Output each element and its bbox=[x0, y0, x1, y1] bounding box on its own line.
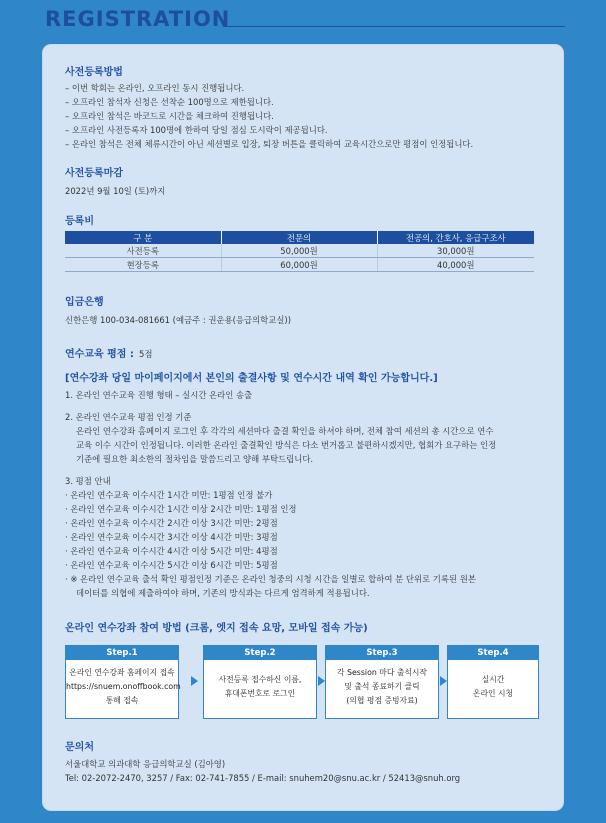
fee-header-specialist: 전문의 bbox=[221, 231, 377, 244]
pre-reg-line: – 오프라인 사전등록자 100명에 한하여 당일 점심 도시락이 제공됩니다. bbox=[65, 125, 328, 135]
step-line: 온라인 시청 bbox=[472, 689, 514, 698]
fee-cell: 사전등록 bbox=[65, 244, 221, 258]
step-line: 실시간 bbox=[481, 675, 505, 684]
fee-table-header bbox=[65, 231, 534, 244]
bank-text: 신한은행 100-034-081661 (예금주 : 권운용(응급의학교실)) bbox=[65, 315, 291, 325]
step-line: 사전등록 접수하신 이름, bbox=[218, 675, 302, 684]
pre-reg-line: – 이번 학회는 온라인, 오프라인 동시 진행됩니다. bbox=[65, 83, 245, 93]
fee-header-category: 구 분 bbox=[65, 231, 221, 244]
notice-item-3-title: 3. 평점 안내 bbox=[65, 476, 111, 486]
fee-cell: 50,000원 bbox=[221, 244, 377, 258]
notice-item-3-line: · ※ 온라인 연수교육 출석 확인 평점인정 기준은 온라인 청중의 시청 시간을 일별로 합하여 분 단위로 기록된 원본 bbox=[65, 574, 476, 584]
title-rule bbox=[223, 26, 565, 27]
step-line: 및 출석 종료하기 클릭 bbox=[344, 682, 420, 691]
fee-table bbox=[65, 231, 534, 272]
table-row bbox=[65, 258, 534, 272]
step-link[interactable]: https://snuem.onoffbook.com bbox=[66, 682, 181, 691]
step-arrow-icon bbox=[440, 676, 447, 686]
step-label: Step.3 bbox=[326, 646, 438, 660]
fee-cell: 30,000원 bbox=[377, 244, 534, 258]
notice-item-3-line: · 온라인 연수교육 이수시간 2시간 이상 3시간 미만: 2평점 bbox=[65, 518, 278, 528]
online-section bbox=[65, 622, 368, 635]
deadline-text: 2022년 9월 10일 (토)까지 bbox=[65, 186, 166, 196]
contact-line-1: 서울대학교 의과대학 응급의학교실 (김아영) bbox=[65, 759, 226, 769]
notice-title: [연수강좌 당일 마이페이지에서 본인의 출결사항 및 연수시간 내역 확인 가능합니다.] bbox=[65, 373, 438, 384]
contact-line-2: Tel: 02-2072-2470, 3257 / Fax: 02-741-7855 / E-mail: snuhem20@snu.ac.kr / 52413@snuh.org bbox=[65, 773, 461, 783]
deadline-title: 사전등록마감 bbox=[65, 168, 123, 179]
pre-reg-line: – 오프라인 참석은 바코드로 시간을 체크하여 진행됩니다. bbox=[65, 111, 274, 121]
deadline-section bbox=[65, 167, 165, 198]
step-line: 각 Session 마다 출석시작 bbox=[337, 668, 427, 677]
fee-title: 등록비 bbox=[65, 216, 94, 227]
step-line: (의협 평점 증빙자료) bbox=[346, 696, 418, 705]
fee-header-resident: 전공의, 간호사, 응급구조사 bbox=[377, 231, 534, 244]
credit-label: 연수교육 평점 : bbox=[65, 349, 134, 360]
step-4-box bbox=[447, 645, 539, 719]
notice-item-3-line: · 온라인 연수교육 이수시간 1시간 이상 2시간 미만: 1평점 인정 bbox=[65, 504, 297, 514]
notice-item-2-title: 2. 온라인 연수교육 평점 인정 기준 bbox=[65, 412, 192, 422]
step-line: 온라인 연수강좌 홈페이지 접속 bbox=[69, 668, 175, 677]
fee-cell: 60,000원 bbox=[221, 258, 377, 272]
notice-item-1: 1. 온라인 연수교육 진행 형태 – 실시간 온라인 송출 bbox=[65, 390, 253, 400]
notice-item-2-body: 기준에 필요한 최소한의 절차임을 말씀드리고 양해 부탁드립니다. bbox=[76, 454, 314, 464]
notice-section bbox=[65, 372, 496, 600]
step-label: Step.4 bbox=[448, 646, 538, 660]
notice-item-3-line: · 온라인 연수교육 이수시간 1시간 미만: 1평점 인정 불가 bbox=[65, 490, 273, 500]
step-line: 휴대폰번호로 로그인 bbox=[224, 689, 296, 698]
bank-section bbox=[65, 296, 291, 327]
step-1-box bbox=[65, 645, 179, 719]
step-label: Step.2 bbox=[204, 646, 316, 660]
pre-reg-line: – 온라인 참석은 전체 체류시간이 아닌 세션별로 입장, 퇴장 버튼을 클릭하여 교육시간으로만 평점이 인정됩니다. bbox=[65, 139, 474, 149]
notice-item-3-line: · 온라인 연수교육 이수시간 3시간 이상 4시간 미만: 3평점 bbox=[65, 532, 278, 542]
notice-item-3-line: · 온라인 연수교육 이수시간 4시간 이상 5시간 미만: 4평점 bbox=[65, 546, 278, 556]
step-body bbox=[204, 660, 316, 701]
step-arrow-icon bbox=[318, 676, 325, 686]
contact-title: 문의처 bbox=[65, 742, 94, 753]
bank-title: 입금은행 bbox=[65, 297, 104, 308]
contact-section bbox=[65, 741, 460, 785]
step-body bbox=[66, 660, 181, 708]
page-title: REGISTRATION bbox=[45, 7, 231, 31]
step-2-box bbox=[203, 645, 317, 719]
registration-card bbox=[43, 45, 563, 810]
fee-cell: 40,000원 bbox=[377, 258, 534, 272]
fee-cell: 현장등록 bbox=[65, 258, 221, 272]
notice-item-3-line: · 온라인 연수교육 이수시간 5시간 이상 6시간 미만: 5평점 bbox=[65, 560, 278, 570]
step-line: 통해 접속 bbox=[105, 696, 139, 705]
online-title: 온라인 연수강좌 참여 방법 (크롬, 엣지 접속 요망, 모바일 접속 가능) bbox=[65, 623, 368, 634]
notice-item-3-line: 데이터를 의협에 제출하여야 하며, 기존의 방식과는 다르게 엄격하게 적용됩니다. bbox=[76, 588, 370, 598]
credit-value: 5점 bbox=[139, 349, 153, 359]
pre-reg-title: 사전등록방법 bbox=[65, 67, 123, 78]
header bbox=[45, 4, 565, 34]
step-arrow-icon bbox=[191, 676, 198, 686]
notice-item-2-body: 온라인 연수강좌 홈페이지 로그인 후 각각의 세션마다 출결 확인을 하셔야 하며, 전체 참여 세션의 총 시간으로 연수 bbox=[76, 426, 494, 436]
step-3-box bbox=[325, 645, 439, 719]
step-body bbox=[326, 660, 438, 708]
step-label: Step.1 bbox=[66, 646, 178, 660]
pre-reg-section bbox=[65, 66, 473, 151]
pre-reg-line: – 오프라인 참석자 신청은 선착순 100명으로 제한됩니다. bbox=[65, 97, 274, 107]
step-body bbox=[448, 660, 538, 701]
table-row bbox=[65, 244, 534, 258]
fee-section bbox=[65, 215, 534, 272]
credit-section bbox=[65, 342, 152, 361]
notice-item-2-body: 교육 이수 시간이 인정됩니다. 이러한 온라인 출결확인 방식은 다소 번거롭고 불편하시겠지만, 협회가 요구하는 인정 bbox=[76, 440, 497, 450]
